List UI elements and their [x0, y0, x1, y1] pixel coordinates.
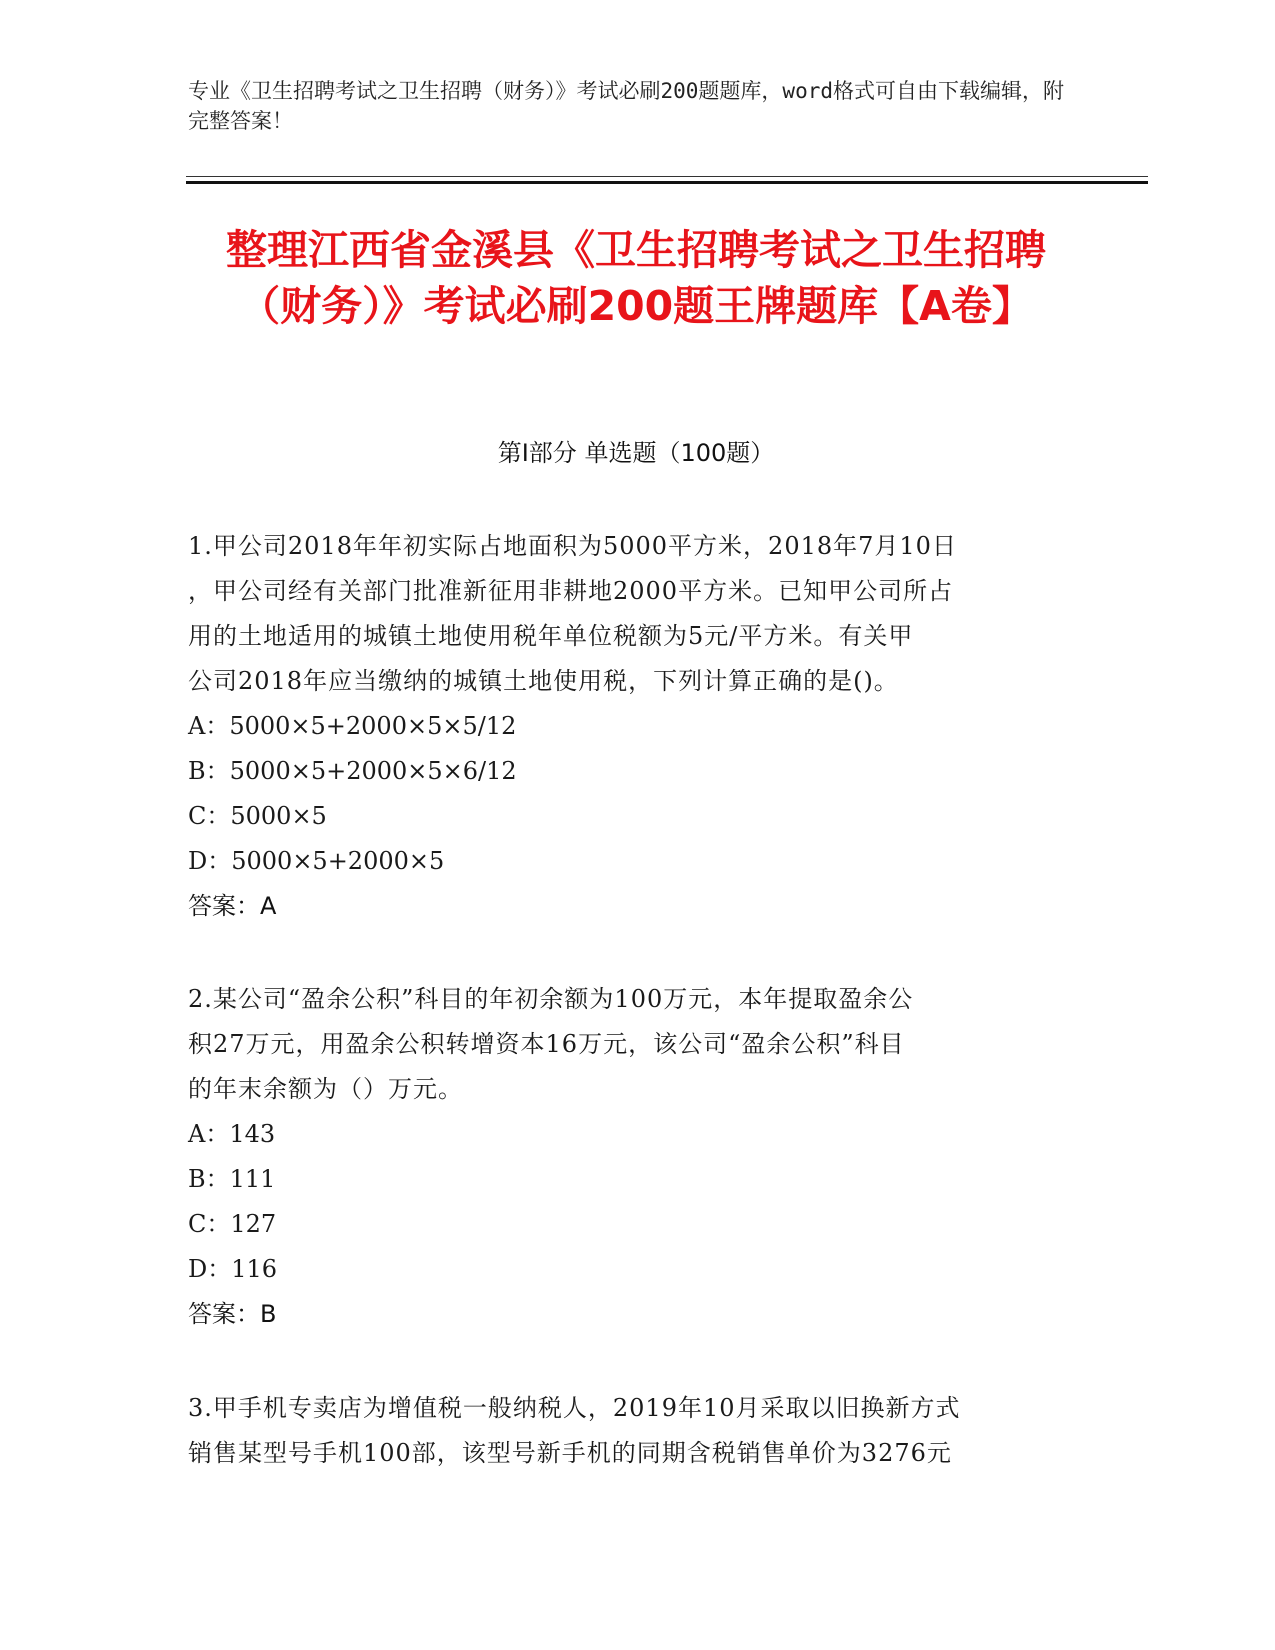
- option-a: A：5000×5+2000×5×5/12: [188, 712, 517, 740]
- option-c: C：127: [188, 1210, 277, 1238]
- option-b: B：111: [188, 1165, 276, 1193]
- question-1: [188, 524, 1088, 929]
- header-note: 专业《卫生招聘考试之卫生招聘（财务）》考试必刷200题题库，word格式可自由下载编辑，附完整答案！: [188, 79, 1064, 133]
- question-3: [188, 1386, 1088, 1476]
- option-d: D：5000×5+2000×5: [188, 847, 445, 875]
- option-a: A：143: [188, 1120, 276, 1148]
- question-stem: 2.某公司“盈余公积”科目的年初余额为100万元，本年提取盈余公 积27万元，用盈余公积转增资本16万元，该公司“盈余公积”科目 的年末余额为（）万元。: [188, 985, 914, 1103]
- question-stem: 3.甲手机专卖店为增值税一般纳税人，2019年10月采取以旧换新方式 销售某型号手机100部，该型号新手机的同期含税销售单价为3276元: [188, 1394, 961, 1467]
- answer-line: 答案：B: [188, 1300, 277, 1328]
- option-b: B：5000×5+2000×5×6/12: [188, 757, 517, 785]
- header-divider-thick: [186, 181, 1148, 184]
- option-d: D：116: [188, 1255, 278, 1283]
- document-title: 整理江西省金溪县《卫生招聘考试之卫生招聘（财务）》考试必刷200题王牌题库【A卷】: [226, 226, 1046, 330]
- question-2: [188, 977, 1088, 1337]
- header-divider-thin: [186, 176, 1148, 177]
- option-c: C：5000×5: [188, 802, 327, 830]
- question-stem: 1.甲公司2018年年初实际占地面积为5000平方米，2018年7月10日 ，甲公司经有关部门批准新征用非耕地2000平方米。已知甲公司所占 用的土地适用的城镇土地使用税年单位税额为5元/平方米。有关甲 公司2018年应当缴纳的城镇土地使用税，下列计算正确的是()。: [188, 532, 957, 695]
- section-title: 第Ⅰ部分 单选题（100题）: [497, 439, 775, 467]
- answer-line: 答案：A: [188, 892, 277, 920]
